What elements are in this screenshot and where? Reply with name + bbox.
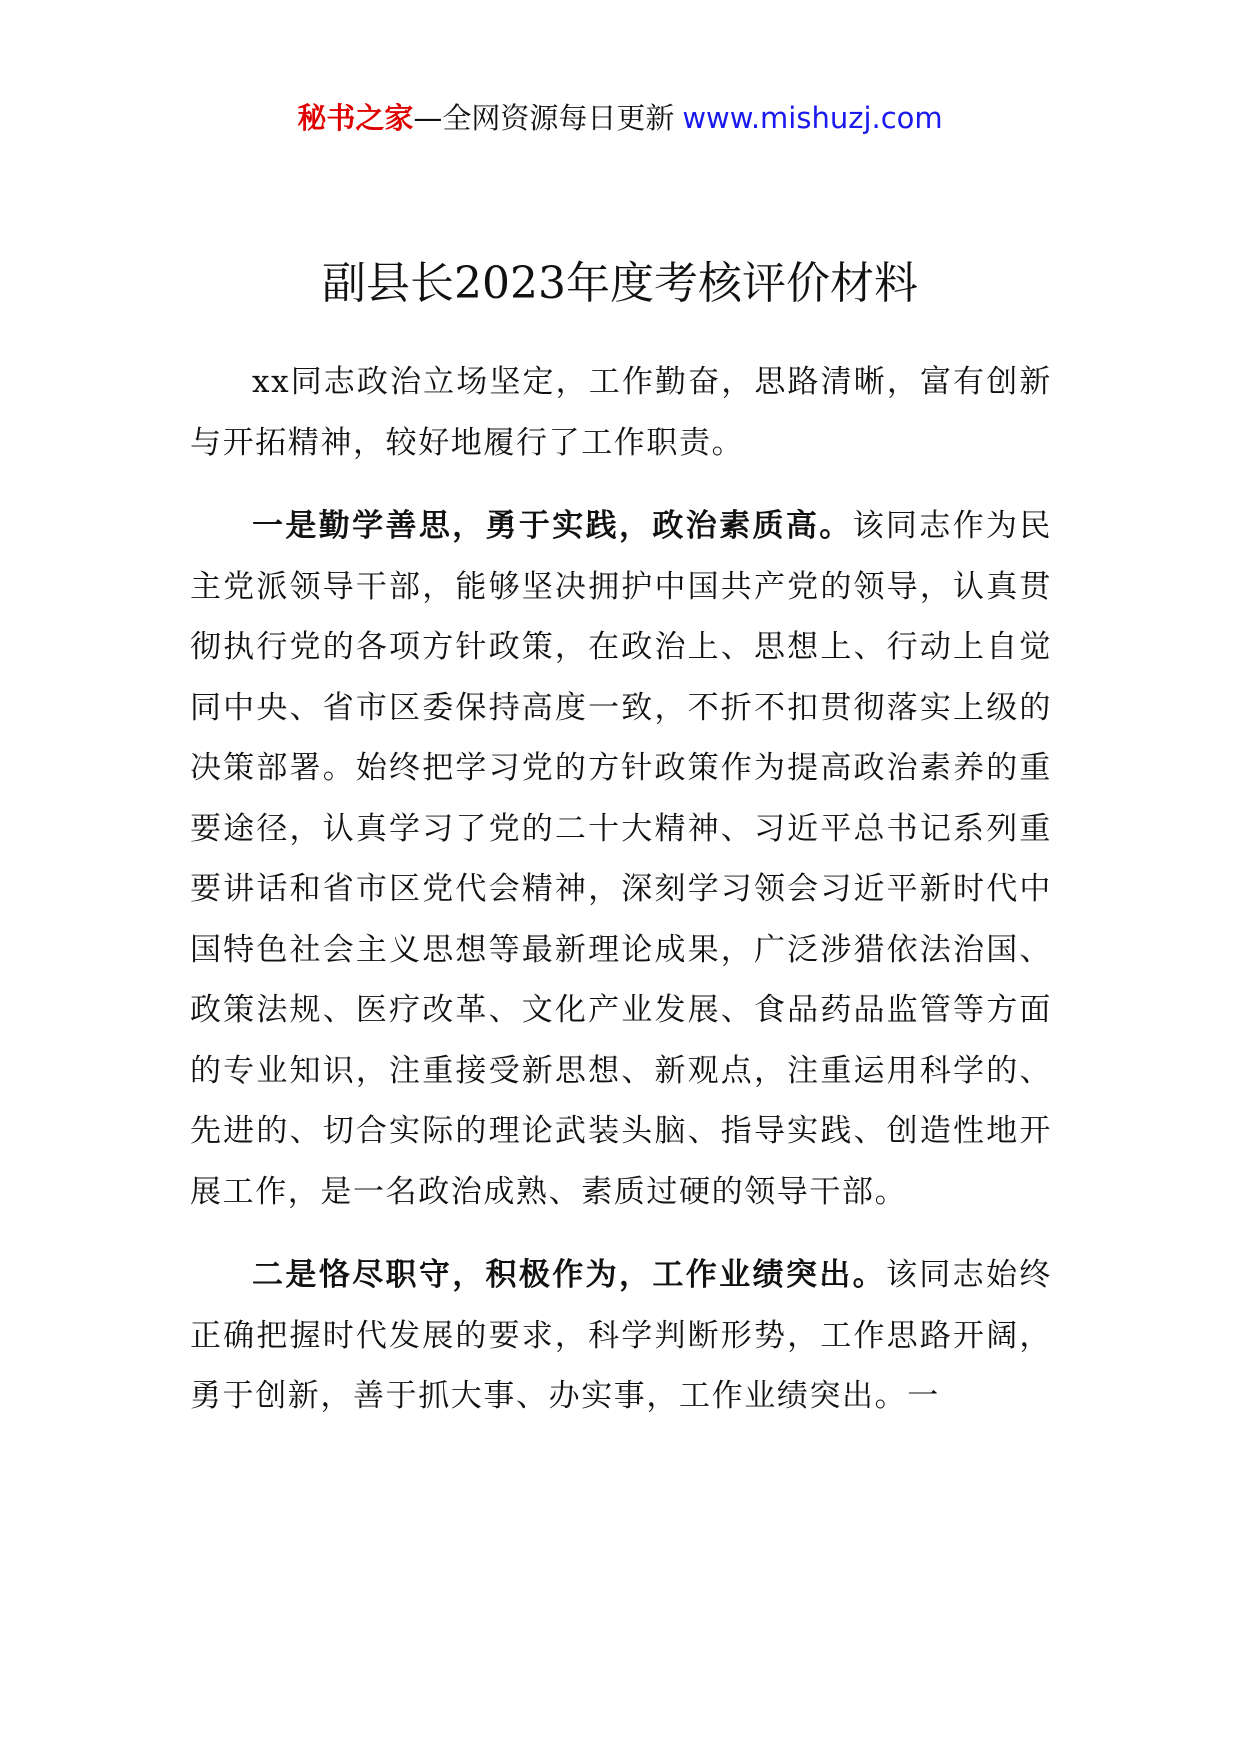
intro-paragraph: xx同志政治立场坚定，工作勤奋，思路清晰，富有创新与开拓精神，较好地履行了工作职责。 xyxy=(190,364,1052,461)
section-2-heading: 二是恪尽职守，积极作为，工作业绩突出。 xyxy=(252,1257,886,1293)
section-1-paragraph xyxy=(190,496,1052,1222)
section-1-heading: 一是勤学善思，勇于实践，政治素质高。 xyxy=(252,508,853,544)
site-header xyxy=(0,98,1240,138)
section-2-text: 该同志始终正确把握时代发展的要求，科学判断形势，工作思路开阔，勇于创新，善于抓大事、办实事，工作业绩突出。一 xyxy=(190,1257,1052,1414)
site-url[interactable]: www.mishuzj.com xyxy=(682,101,943,135)
site-brand: 秘书之家 xyxy=(297,101,414,135)
site-tagline: —全网资源每日更新 xyxy=(413,101,675,135)
section-1-text: 该同志作为民主党派领导干部，能够坚决拥护中国共产党的领导，认真贯彻执行党的各项方针政策，在政治上、思想上、行动上自觉同中央、省市区委保持高度一致，不折不扣贯彻落实上级的决策部署。始终把学习党的方针政策作为提高政治素养的重要途径，认真学习了党的二十大精神、习近平总书记系列重要讲话和省市区党代会精神，深刻学习领会习近平新时代中国特色社会主义思想等最新理论成果，广泛涉猎依法治国、政策法规、医疗改革、文化产业发展、食品药品监管等方面的专业知识，注重接受新思想、新观点，注重运用科学的、先进的、切合实际的理论武装头脑、指导实践、创造性地开展工作，是一名政治成熟、素质过硬的领导干部。 xyxy=(190,508,1052,1210)
document-title: 副县长2023年度考核评价材料 xyxy=(322,258,918,309)
section-2-paragraph xyxy=(190,1245,1052,1427)
document-body xyxy=(190,352,1052,1427)
